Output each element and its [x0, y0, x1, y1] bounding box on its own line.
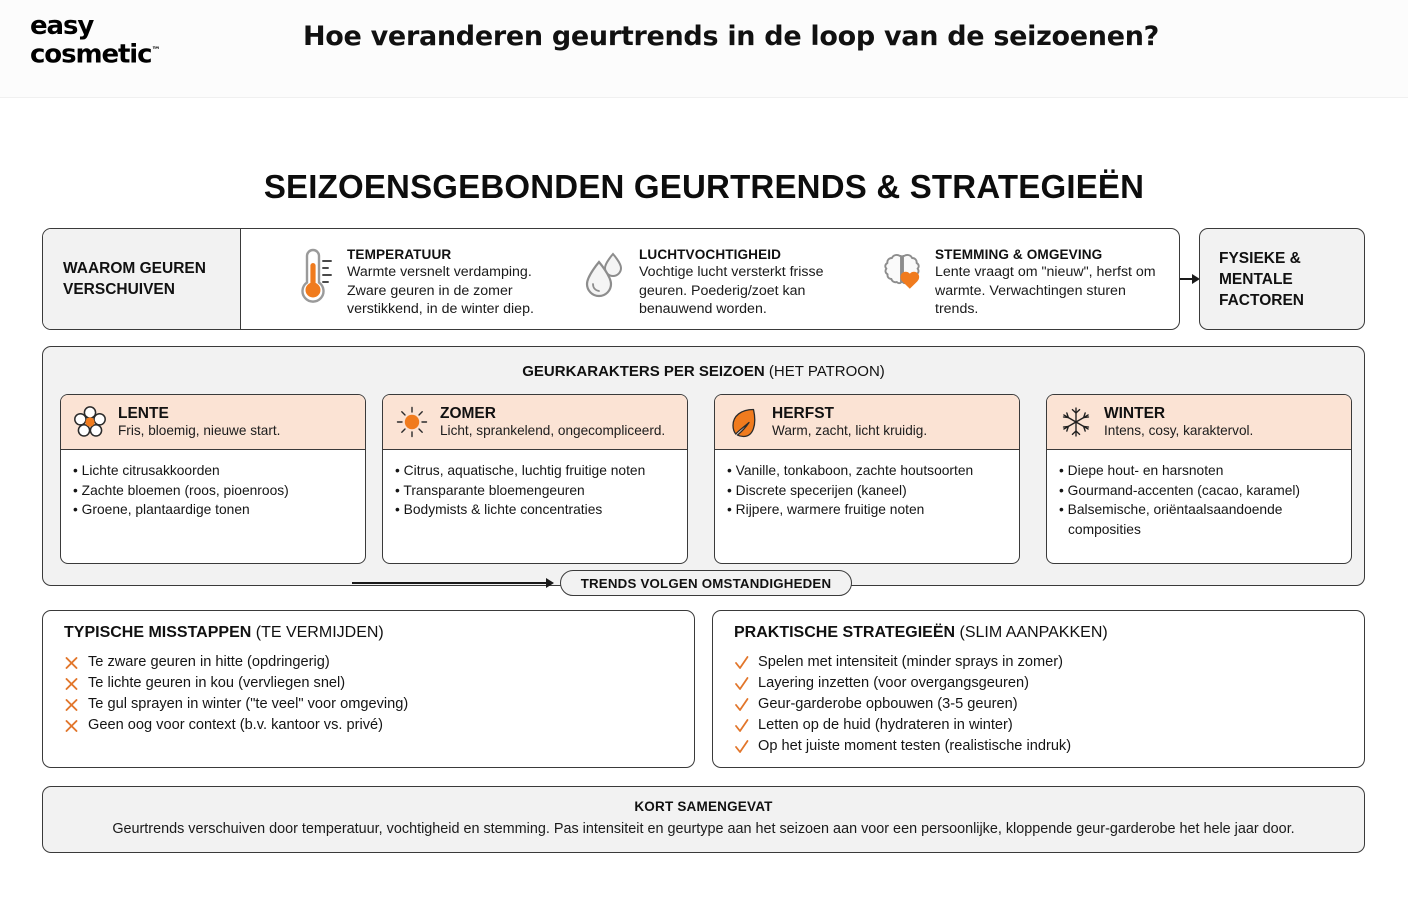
check-icon — [734, 715, 749, 735]
mistakes-title — [64, 624, 384, 642]
check-icon — [734, 694, 749, 714]
list-item: • Gourmand-accenten (cacao, karamel) — [1059, 481, 1340, 501]
strategies-list — [734, 652, 1071, 757]
physical-mental-factors-box — [1199, 228, 1365, 330]
cross-icon — [64, 694, 79, 714]
practical-strategies-panel — [712, 610, 1365, 768]
seasons-heading-plain: (HET PATROON) — [764, 363, 885, 380]
season-tagline: Licht, sprankelend, ongecompliceerd. — [440, 423, 666, 438]
list-item — [64, 673, 408, 694]
pill-label: TRENDS VOLGEN OMSTANDIGHEDEN — [580, 575, 832, 591]
factor-humidity — [583, 246, 843, 319]
factor-temperature — [291, 246, 541, 319]
cross-icon — [64, 652, 79, 672]
list-item — [734, 673, 1071, 694]
strategy-text: Letten op de huid (hydrateren in winter) — [758, 717, 1013, 733]
check-icon — [734, 736, 749, 756]
snowflake-icon — [1059, 405, 1093, 439]
sun-icon — [395, 405, 429, 439]
why-fragrances-shift-row — [42, 228, 1180, 330]
list-item — [734, 715, 1071, 736]
factor-humidity-title: LUCHTVOCHTIGHEID — [639, 247, 782, 262]
season-card-zomer — [382, 394, 688, 564]
list-item — [64, 715, 408, 736]
list-item: • Diepe hout- en harsnoten — [1059, 461, 1340, 481]
season-card-herfst — [714, 394, 1020, 564]
mistake-text: Te lichte geuren in kou (vervliegen snel) — [88, 675, 346, 691]
season-tagline: Intens, cosy, karaktervol. — [1104, 423, 1254, 438]
summary-body: Geurtrends verschuiven door temperatuur, vochtigheid en stemming. Pas intensiteit en geurtype aan het seizoen aan voor een persoonlijke, kloppende geur-garderobe het hele jaar door. — [112, 821, 1295, 837]
mistake-text: Te gul sprayen in winter ("te veel" voor omgeving) — [88, 696, 409, 712]
water-droplets-icon — [583, 246, 629, 308]
factor-humidity-text — [639, 246, 843, 319]
pill-arrow-line — [352, 582, 548, 584]
list-item: • Vanille, tonkaboon, zachte houtsoorten — [727, 461, 1008, 481]
typical-mistakes-panel — [42, 610, 695, 768]
summary-panel — [42, 786, 1365, 853]
mistake-text: Te zware geuren in hitte (opdringerig) — [88, 654, 330, 670]
strategy-text: Spelen met intensiteit (minder sprays in zomer) — [758, 654, 1063, 670]
season-card-title-block — [118, 405, 280, 439]
season-card-header — [1047, 395, 1351, 450]
leaf-icon — [727, 405, 761, 439]
list-item — [734, 694, 1071, 715]
factor-mood-title: STEMMING & OMGEVING — [935, 247, 1103, 262]
physical-mental-factors-text: FYSIEKE & MENTALE FACTOREN — [1219, 249, 1304, 309]
check-icon — [734, 652, 749, 672]
list-item — [734, 736, 1071, 757]
season-card-title-block — [1104, 405, 1253, 439]
factor-temperature-text — [347, 246, 541, 319]
summary-title: KORT SAMENGEVAT — [634, 799, 773, 814]
mistake-text: Geen oog voor context (b.v. kantoor vs. privé) — [88, 717, 383, 733]
season-card-title-block — [440, 405, 665, 439]
list-item — [64, 694, 408, 715]
factor-mood-body: Lente vraagt om "nieuw", herfst om warmte. Verwachtingen sturen trends. — [935, 264, 1156, 317]
seasons-panel-heading — [43, 363, 1364, 380]
mistakes-title-bold: TYPISCHE MISSTAPPEN — [64, 624, 252, 641]
header-question-title: Hoe veranderen geurtrends in de loop van de seizoenen? — [302, 21, 1160, 52]
list-item — [64, 652, 408, 673]
season-notes-list — [61, 450, 365, 520]
season-card-header — [383, 395, 687, 450]
season-name: LENTE — [118, 405, 169, 422]
factor-mood — [879, 246, 1169, 319]
list-item: • Groene, plantaardige tonen — [73, 500, 354, 520]
list-item: • Bodymists & lichte concentraties — [395, 500, 676, 520]
strategies-title — [734, 624, 1108, 642]
page-title: SEIZOENSGEBONDEN GEURTRENDS & STRATEGIEËN — [263, 168, 1145, 205]
season-card-lente — [60, 394, 366, 564]
strategies-title-bold: PRAKTISCHE STRATEGIEËN — [734, 624, 956, 641]
brand-logo — [30, 11, 161, 70]
season-tagline: Warm, zacht, licht kruidig. — [772, 423, 928, 438]
why-row-label-text: WAAROM GEUREN VERSCHUIVEN — [63, 260, 206, 298]
season-notes-list — [1047, 450, 1351, 539]
logo-line-1: easy — [30, 11, 94, 41]
season-notes-list — [715, 450, 1019, 520]
trends-follow-conditions-pill — [560, 570, 852, 596]
brain-heart-icon — [879, 246, 925, 308]
factor-humidity-body: Vochtige lucht versterkt frisse geuren. Poederig/zoet kan benauwend worden. — [639, 264, 824, 317]
factor-temperature-title: TEMPERATUUR — [347, 247, 452, 262]
season-card-header — [61, 395, 365, 450]
season-name: ZOMER — [440, 405, 496, 422]
list-item: • Transparante bloemengeuren — [395, 481, 676, 501]
strategy-text: Op het juiste moment testen (realistische indruk) — [758, 738, 1072, 754]
season-card-title-block — [772, 405, 927, 439]
pill-arrow-head — [546, 578, 554, 588]
list-item: • Citrus, aquatische, luchtig fruitige noten — [395, 461, 676, 481]
strategy-text: Geur-garderobe opbouwen (3-5 geuren) — [758, 696, 1018, 712]
check-icon — [734, 673, 749, 693]
list-item: • Zachte bloemen (roos, pioenroos) — [73, 481, 354, 501]
season-card-header — [715, 395, 1019, 450]
list-item: • Lichte citrusakkoorden — [73, 461, 354, 481]
trademark-symbol: ™ — [151, 46, 161, 56]
season-tagline: Fris, bloemig, nieuwe start. — [118, 423, 281, 438]
factor-mood-text — [935, 246, 1169, 319]
why-row-label — [43, 229, 241, 329]
header-band — [0, 0, 1408, 98]
list-item: • Discrete specerijen (kaneel) — [727, 481, 1008, 501]
seasons-panel — [42, 346, 1365, 586]
cross-icon — [64, 715, 79, 735]
mistakes-title-plain: (TE VERMIJDEN) — [251, 624, 384, 641]
season-card-winter — [1046, 394, 1352, 564]
season-notes-list — [383, 450, 687, 520]
season-name: HERFST — [772, 405, 834, 422]
season-name: WINTER — [1104, 405, 1166, 422]
seasons-heading-bold: GEURKARAKTERS PER SEIZOEN — [522, 363, 765, 380]
strategy-text: Layering inzetten (voor overgangsgeuren) — [758, 675, 1029, 691]
factor-temperature-body: Warmte versnelt verdamping. Zware geuren in de zomer verstikkend, in de winter diep. — [347, 264, 534, 317]
list-item: • Balsemische, oriëntaalsaandoende composities — [1059, 500, 1340, 539]
flower-icon — [73, 405, 107, 439]
strategies-title-plain: (SLIM AANPAKKEN) — [955, 624, 1108, 641]
thermometer-icon — [291, 246, 337, 308]
cross-icon — [64, 673, 79, 693]
logo-line-2: cosmetic — [30, 39, 152, 70]
list-item — [734, 652, 1071, 673]
mistakes-list — [64, 652, 408, 736]
list-item: • Rijpere, warmere fruitige noten — [727, 500, 1008, 520]
